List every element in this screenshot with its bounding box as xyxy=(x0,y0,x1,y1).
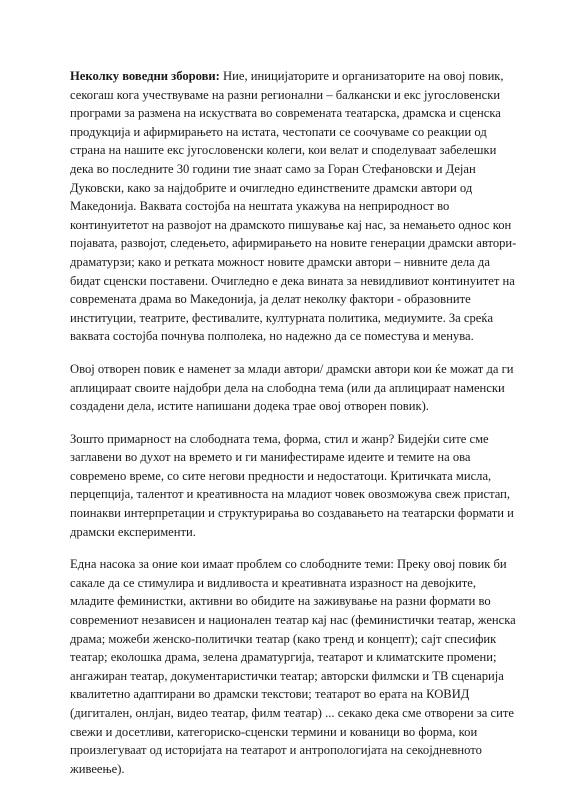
document-page xyxy=(70,67,522,792)
open-call-paragraph: Овој отворен повик е наменет за млади автори/ драмски автори кои ќе можат да ги аплицираат своите најдобри дела на слободна тема (или да аплицираат наменски создадени дела, истите напишани додека трае овој отворен повик). xyxy=(70,361,514,414)
direction-paragraph: Една насока за оние кои имаат проблем со слободните теми: Преку овој повик би сакале да се стимулира и видливоста и креативната изразност на девојките, младите феминистки, активни во обидите на заживување на разни формати во современиот независен и национален театар кај нас (феминистички театар, женска драма; можеби женско-политички театар (како тренд и концепт); сајт спесифик театар; еколошка драма, зелена драматургија, театарот и климатските промени; ангажиран театар, документаристички театар; авторски филмски и ТВ сценарија квалитетно адаптирани во драмски текстови; театарот во ерата на КОВИД (дигитален, онлјан, видео театар, филм театар) ... секако дека сме отворени за сите свежи и досетливи, категориско-сценски термини и кованици во форма, кои произлегуваат од историјата на театарот и антропологијата на секојдневното живеење). xyxy=(70,557,516,776)
intro-text: Ние, иницијаторите и организаторите на овој повик, секогаш кога учествуваме на разни регионални – балкански и екс југословенски програми за размена на искуствата во современата театарска, драмска и сценска продукција и афирмирањето на истата, честопати се соочуваме со реакции од страна на нашите екс југословенски колеги, кои велат и споделуваат забелешки дека во последните 30 години тие знаат само за Горан Стефановски и Дејан Дуковски, како за најдобрите и очигледно единствените драмски автори од Македонија. Ваквата состојба на нештата укажува на неприродност во континуитетот на развојот на драмското пишување кај нас, за немањето однос кон појавата, развојот, следењето, афирмирањето на новите генерации драмски автори-драматурзи; како и ретката можност новите драмски автори – нивните дела да бидат сценски поставени. Очигледно е дека вината за невидливиот континуитет на современата драма во Македонија, ја делат неколку фактори - образовните институции, театрите, фестивалите, културната политика, медиумите. За среќа ваквата состојба почнува полполека, но надежно да се поместува и менува. xyxy=(70,69,517,344)
intro-paragraph xyxy=(70,67,522,346)
free-theme-paragraph: Зошто примарност на слободната тема, форма, стил и жанр? Бидејќи сите сме заглавени во духот на времето и ги манифестираме идеите и темите на ова современо време, со сите негови предности и недостатоци. Критичката мисла, перцепција, талентот и креативноста на младиот човек овозможува свеж пристап, поинакви интерпретации и структурирања во создавањето на театарски формати и драмски експерименти. xyxy=(70,431,514,539)
intro-heading: Неколку воведни зборови: xyxy=(70,69,220,83)
